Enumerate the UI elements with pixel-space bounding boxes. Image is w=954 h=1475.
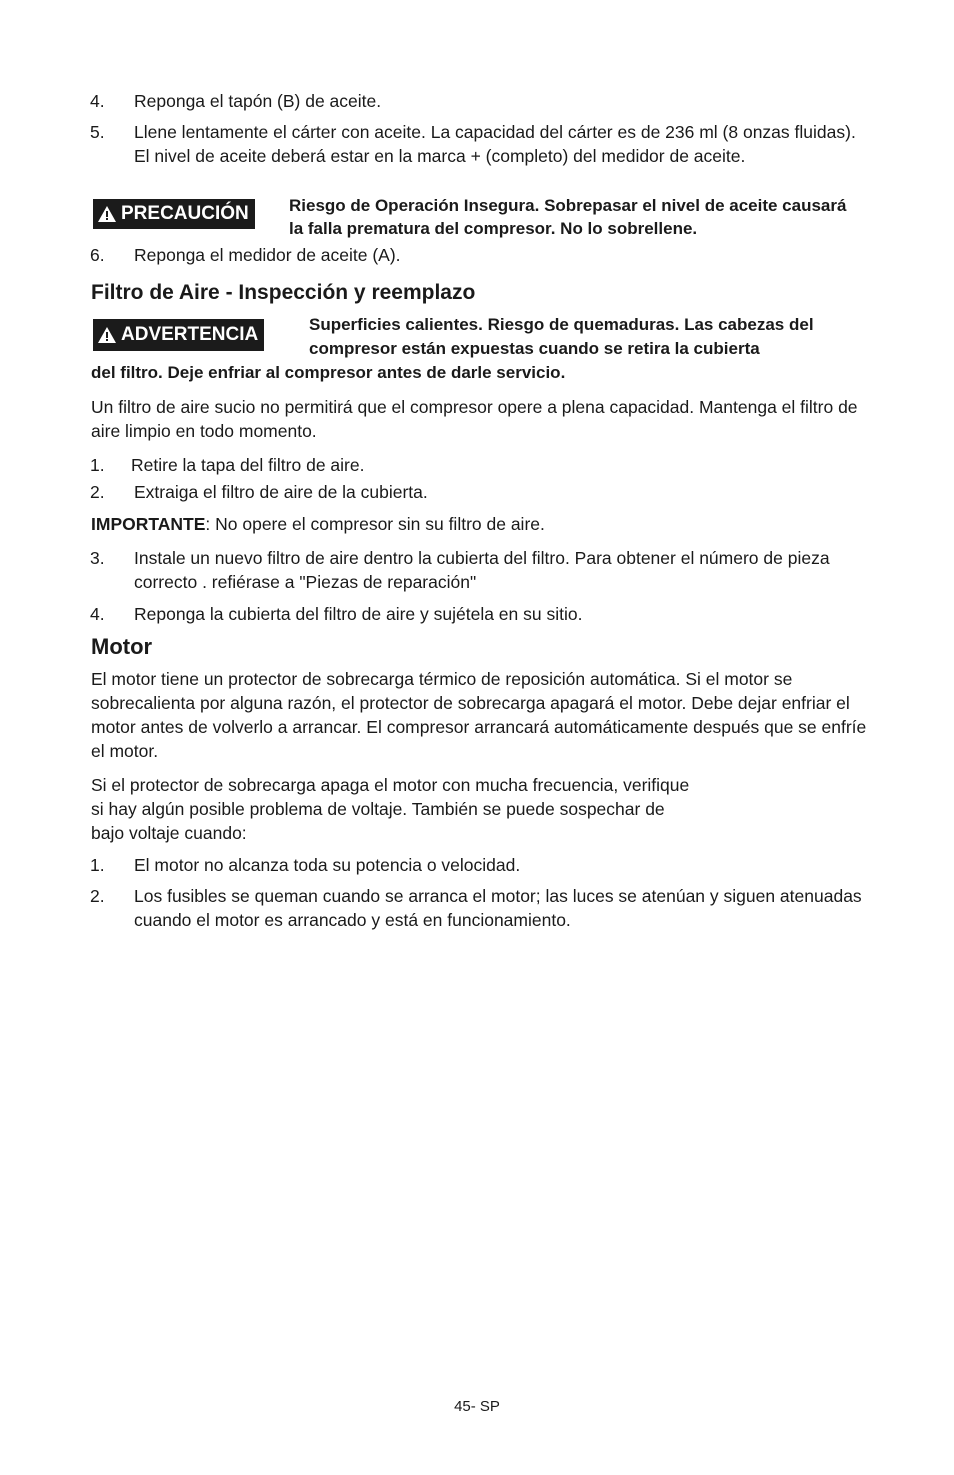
motor-heading: Motor xyxy=(91,634,153,659)
oil-step-6-number: 6. xyxy=(90,245,105,265)
filter-step-3-number: 3. xyxy=(90,548,105,568)
motor-step-2-number: 2. xyxy=(90,886,105,906)
filter-step-4-text: Reponga la cubierta del filtro de aire y sujétela en su sitio. xyxy=(134,604,583,624)
oil-step-4-text: Reponga el tapón (B) de aceite. xyxy=(134,91,382,111)
filter-step-2-text: Extraiga el filtro de aire de la cubierta. xyxy=(134,482,428,502)
page-number: 45- SP xyxy=(454,1398,500,1415)
oil-step-6-text: Reponga el medidor de aceite (A). xyxy=(134,245,401,265)
motor-para-1: El motor tiene un protector de sobrecarga térmico de reposición automática. Si el motor se sobrecalienta por alguna razón, el protector de sobrecarga apagará el motor. Debe dejar enfriar el motor antes de volverlo a arrancar. El compresor arrancará automáticamente después que se enfríe el motor. xyxy=(91,669,867,761)
warning-text-a: Superficies calientes. Riesgo de quemaduras. Las cabezas del compresor están expuestas cuando se retira la cubierta xyxy=(309,315,814,358)
caution-text: Riesgo de Operación Insegura. Sobrepasar el nivel de aceite causará la falla prematura del compresor. No lo sobrellene. xyxy=(289,196,847,238)
filter-heading: Filtro de Aire - Inspección y reemplazo xyxy=(91,281,476,304)
important-note xyxy=(91,512,871,536)
motor-para-2a: Si el protector de sobrecarga apaga el motor con mucha frecuencia, verifique si hay algún posible problema de voltaje. También se puede sospechar de xyxy=(91,775,690,819)
warning-badge xyxy=(93,319,264,351)
important-label: IMPORTANTE xyxy=(91,514,206,534)
filter-step-1-number: 1. xyxy=(90,455,105,475)
filter-step-3-text: Instale un nuevo filtro de aire dentro la cubierta del filtro. Para obtener el número de pieza correcto . refiérase a "Piezas de reparación" xyxy=(134,548,830,592)
filter-step-4-number: 4. xyxy=(90,604,105,624)
warning-label: ADVERTENCIA xyxy=(121,324,259,345)
caution-badge xyxy=(93,199,255,229)
caution-label: PRECAUCIÓN xyxy=(121,203,249,224)
motor-para-2b: bajo voltaje cuando: xyxy=(91,823,247,843)
oil-step-5-text: Llene lentamente el cárter con aceite. La capacidad del cárter es de 236 ml (8 onzas fluidas). El nivel de aceite deberá estar en la marca + (completo) del medidor de aceite. xyxy=(134,122,856,166)
warning-triangle-icon xyxy=(97,326,117,344)
filter-step-2-number: 2. xyxy=(90,482,105,502)
oil-step-4-number: 4. xyxy=(90,91,105,111)
motor-step-2-text: Los fusibles se queman cuando se arranca el motor; las luces se atenúan y siguen atenuadas cuando el motor es arrancado y está en funcionamiento. xyxy=(134,886,862,930)
motor-step-1-number: 1. xyxy=(90,855,105,875)
motor-step-1-text: El motor no alcanza toda su potencia o velocidad. xyxy=(134,855,521,875)
oil-step-5-number: 5. xyxy=(90,122,105,142)
important-text: : No opere el compresor sin su filtro de aire. xyxy=(205,514,545,534)
warning-triangle-icon xyxy=(97,205,117,223)
filter-step-1-text: Retire la tapa del filtro de aire. xyxy=(131,455,365,475)
filter-intro: Un filtro de aire sucio no permitirá que el compresor opere a plena capacidad. Mantenga el filtro de aire limpio en todo momento. xyxy=(91,397,858,441)
warning-text-b: del filtro. Deje enfriar al compresor antes de darle servicio. xyxy=(91,363,566,382)
